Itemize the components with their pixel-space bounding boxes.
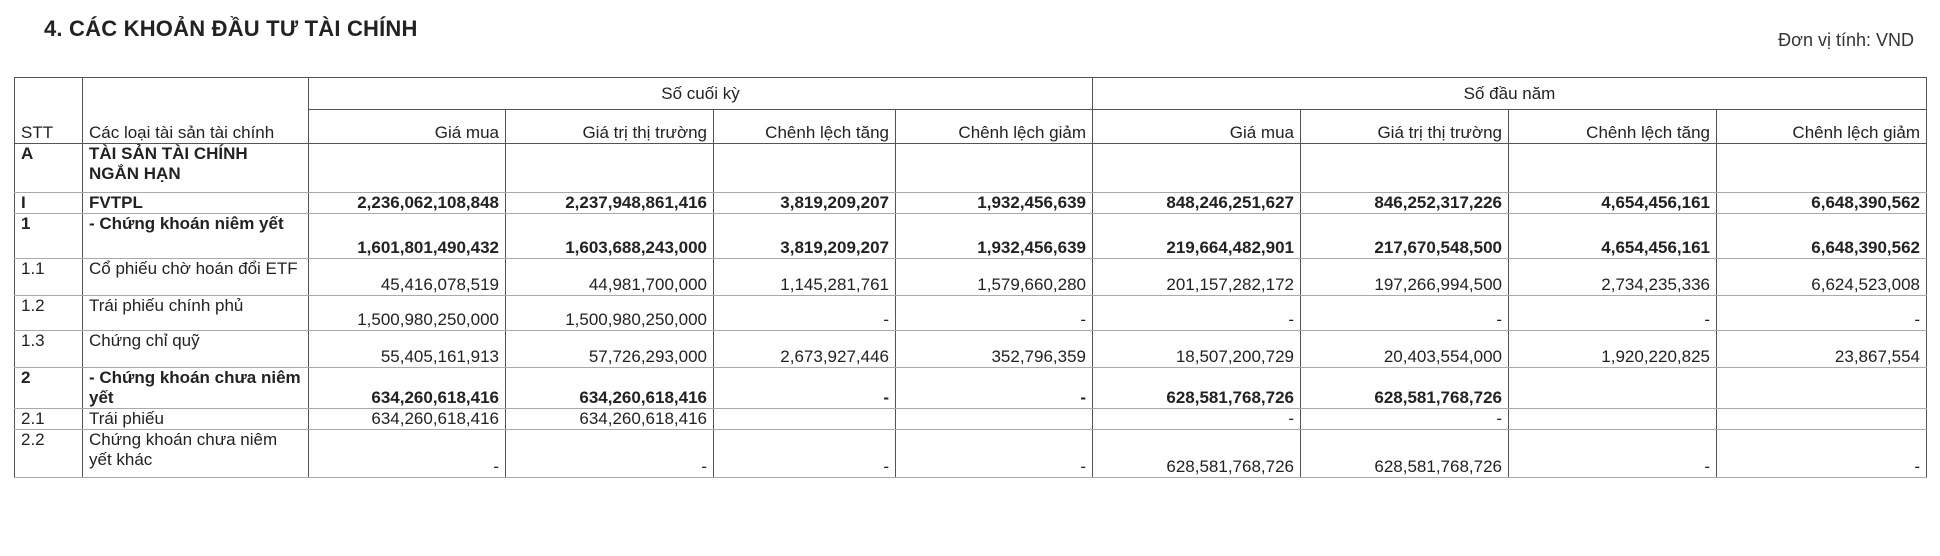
row-value: - [1093, 409, 1301, 430]
row-value: 2,673,927,446 [714, 331, 896, 368]
row-value: - [1093, 296, 1301, 331]
header-stt: STT [15, 78, 83, 144]
header-purchase-price: Giá mua [1093, 110, 1301, 144]
row-asset-name: Chứng chỉ quỹ [83, 331, 309, 368]
table-row [15, 409, 1927, 430]
row-value: 1,601,801,490,432 [309, 214, 506, 259]
row-value: - [714, 430, 896, 478]
table-row [15, 214, 1927, 259]
row-value: 201,157,282,172 [1093, 259, 1301, 296]
header-market-value: Giá trị thị trường [506, 110, 714, 144]
row-stt: 1.3 [15, 331, 83, 368]
table-row [15, 193, 1927, 214]
row-value: 846,252,317,226 [1301, 193, 1509, 214]
row-value: - [896, 296, 1093, 331]
row-asset-name: - Chứng khoán chưa niêm yết [83, 368, 309, 409]
row-asset-name: Chứng khoán chưa niêm yết khác [83, 430, 309, 478]
row-value: - [1509, 430, 1717, 478]
row-value: 2,236,062,108,848 [309, 193, 506, 214]
table-row [15, 296, 1927, 331]
row-value: 1,500,980,250,000 [309, 296, 506, 331]
row-asset-name: TÀI SẢN TÀI CHÍNH NGẮN HẠN [83, 144, 309, 193]
row-value: 4,654,456,161 [1509, 214, 1717, 259]
row-value [1509, 409, 1717, 430]
row-stt: 2.2 [15, 430, 83, 478]
row-stt: I [15, 193, 83, 214]
row-value: 57,726,293,000 [506, 331, 714, 368]
row-value [1509, 368, 1717, 409]
row-value: - [714, 368, 896, 409]
header-group-start-year: Số đầu năm [1093, 78, 1927, 110]
row-value: 634,260,618,416 [506, 409, 714, 430]
row-value [896, 144, 1093, 193]
row-value: 219,664,482,901 [1093, 214, 1301, 259]
row-value: 848,246,251,627 [1093, 193, 1301, 214]
section-title: 4. CÁC KHOẢN ĐẦU TƯ TÀI CHÍNH [44, 16, 418, 41]
header-asset-type: Các loại tài sản tài chính [83, 78, 309, 144]
row-value: 628,581,768,726 [1301, 430, 1509, 478]
row-value: 2,237,948,861,416 [506, 193, 714, 214]
row-value: 1,145,281,761 [714, 259, 896, 296]
header-purchase-price: Giá mua [309, 110, 506, 144]
row-asset-name: Trái phiếu [83, 409, 309, 430]
row-value: 3,819,209,207 [714, 214, 896, 259]
row-value: 6,648,390,562 [1717, 214, 1927, 259]
row-value [896, 409, 1093, 430]
financial-investments-table [14, 77, 1927, 478]
row-stt: 1 [15, 214, 83, 259]
header-market-value: Giá trị thị trường [1301, 110, 1509, 144]
row-value: 628,581,768,726 [1093, 430, 1301, 478]
row-value: 1,932,456,639 [896, 214, 1093, 259]
row-stt: 2 [15, 368, 83, 409]
row-value: - [896, 430, 1093, 478]
table-row [15, 144, 1927, 193]
header-group-end-period: Số cuối kỳ [309, 78, 1093, 110]
row-value: 18,507,200,729 [1093, 331, 1301, 368]
row-value [1717, 409, 1927, 430]
row-value [506, 144, 714, 193]
row-value: 634,260,618,416 [309, 368, 506, 409]
row-asset-name: FVTPL [83, 193, 309, 214]
row-value [1717, 368, 1927, 409]
row-value: - [1717, 296, 1927, 331]
page-cut [14, 527, 1926, 556]
row-value: - [1301, 296, 1509, 331]
row-value: - [714, 296, 896, 331]
row-value: - [506, 430, 714, 478]
row-value: 217,670,548,500 [1301, 214, 1509, 259]
row-value: 23,867,554 [1717, 331, 1927, 368]
row-value: 3,819,209,207 [714, 193, 896, 214]
row-value [1301, 144, 1509, 193]
row-value: 6,624,523,008 [1717, 259, 1927, 296]
row-value: - [896, 368, 1093, 409]
row-value: 1,500,980,250,000 [506, 296, 714, 331]
row-value: 20,403,554,000 [1301, 331, 1509, 368]
row-value: 1,579,660,280 [896, 259, 1093, 296]
row-value: 1,920,220,825 [1509, 331, 1717, 368]
row-value: 352,796,359 [896, 331, 1093, 368]
row-value: 628,581,768,726 [1093, 368, 1301, 409]
row-value: 1,603,688,243,000 [506, 214, 714, 259]
table-row [15, 368, 1927, 409]
row-stt: 2.1 [15, 409, 83, 430]
row-value: 6,648,390,562 [1717, 193, 1927, 214]
row-stt: 1.2 [15, 296, 83, 331]
table-row [15, 259, 1927, 296]
row-value [1717, 144, 1927, 193]
row-value: 45,416,078,519 [309, 259, 506, 296]
row-stt: 1.1 [15, 259, 83, 296]
row-asset-name: Trái phiếu chính phủ [83, 296, 309, 331]
row-value: 628,581,768,726 [1301, 368, 1509, 409]
row-value [1509, 144, 1717, 193]
row-value [714, 409, 896, 430]
header-increase-diff: Chênh lệch tăng [714, 110, 896, 144]
row-value [1093, 144, 1301, 193]
header-increase-diff: Chênh lệch tăng [1509, 110, 1717, 144]
row-value [309, 144, 506, 193]
currency-unit-label: Đơn vị tính: VND [1778, 30, 1914, 50]
header-decrease-diff: Chênh lệch giảm [896, 110, 1093, 144]
row-value: 197,266,994,500 [1301, 259, 1509, 296]
row-value: - [1717, 430, 1927, 478]
row-value: - [1301, 409, 1509, 430]
row-value: 4,654,456,161 [1509, 193, 1717, 214]
table-row [15, 331, 1927, 368]
row-value: - [1509, 296, 1717, 331]
row-stt: A [15, 144, 83, 193]
row-value: 634,260,618,416 [506, 368, 714, 409]
row-asset-name: Cổ phiếu chờ hoán đổi ETF [83, 259, 309, 296]
row-value: 55,405,161,913 [309, 331, 506, 368]
row-value: - [309, 430, 506, 478]
row-value: 44,981,700,000 [506, 259, 714, 296]
row-value: 2,734,235,336 [1509, 259, 1717, 296]
table-row [15, 430, 1927, 478]
header-decrease-diff: Chênh lệch giảm [1717, 110, 1927, 144]
row-asset-name: - Chứng khoán niêm yết [83, 214, 309, 259]
row-value: 1,932,456,639 [896, 193, 1093, 214]
row-value: 634,260,618,416 [309, 409, 506, 430]
row-value [714, 144, 896, 193]
